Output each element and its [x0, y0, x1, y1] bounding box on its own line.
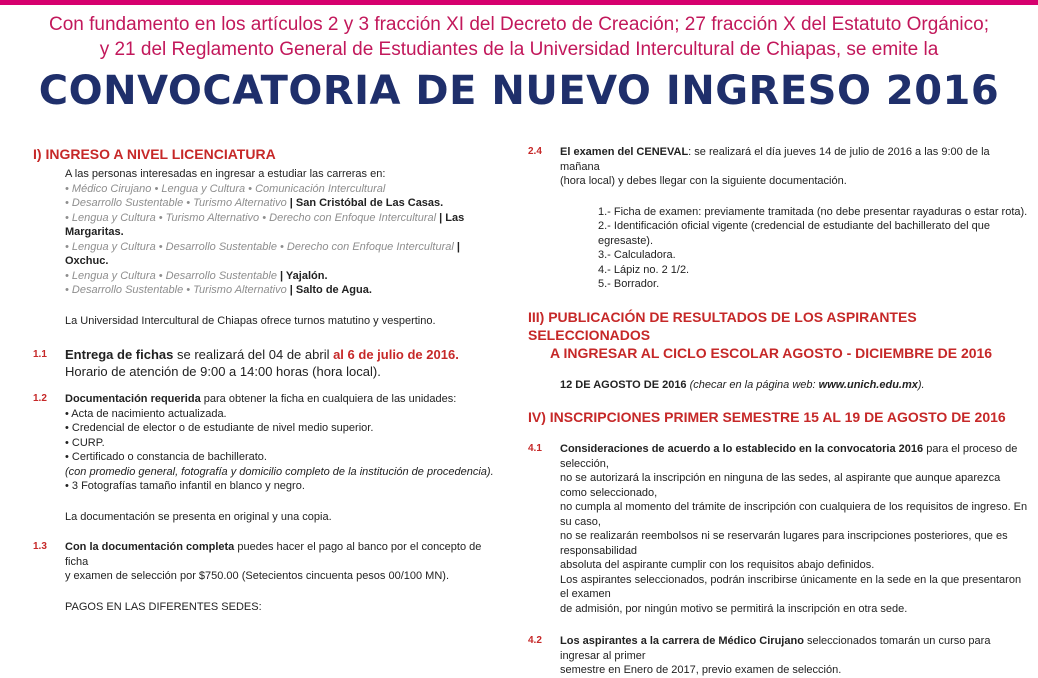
doc-item: • Credencial de elector o de estudiante de nivel medio superior. [65, 422, 374, 434]
section-3-title: III) PUBLICACIÓN DE RESULTADOS DE LOS ASPIRANTES SELECCIONADOS A INGRESAR AL CICLO ESCOLAR AGOSTO - DICIEMBRE DE 2016 [528, 308, 993, 361]
careers-block [33, 167, 503, 328]
doc-original-note: La documentación se presenta en original y una copia. [65, 510, 332, 523]
section-4-title: IV) INSCRIPCIONES PRIMER SEMESTRE 15 AL 19 DE AGOSTO DE 2016 [528, 409, 1006, 425]
top-accent-bar [0, 0, 1038, 5]
doc-item: • 3 Fotografías tamaño infantil en blanco y negro. [65, 480, 305, 492]
list-item: 2.- Identificación oficial vigente (credencial de estudiante del bachillerato del que egresaste). [598, 220, 990, 247]
list-item: 5.- Borrador. [598, 278, 660, 290]
doc-item: • Acta de nacimiento actualizada. [65, 407, 227, 420]
item-1-2: 1.2 Documentación requerida para obtener la ficha en cualquiera de las unidades: • Acta de nacimiento actualizada. • Credencial de elector o de estudiante de nivel medio superior. • CURP. • Certificado o constancia de bachillerato. (con promedio general, fotografía y domicilio completo de la institución de procedencia). • 3 Fotografías tamaño infantil en blanco y negro. La documentación se presenta en original y una copia. [33, 392, 503, 524]
item-number: 2.4 [528, 146, 542, 157]
item-number: 1.2 [33, 393, 47, 404]
legal-foundation-intro [0, 12, 1038, 62]
item-2-4: 2.4 El examen del CENEVAL: se realizará el día jueves 14 de julio de 2016 a las 9:00 de la mañana (hora local) y debes llegar con la siguiente documentación. 1.- Ficha de examen: previamente tramitada (no debe presentar rayaduras o estar rota). 2.- Identificación oficial vigente (credencial de estudiante del bachillerato del que egresaste). 3.- Calculadora. 4.- Lápiz no. 2 1/2. 5.- Borrador. [528, 146, 1028, 290]
results-date: 12 DE AGOSTO DE 2016 (checar en la página web: www.unich.edu.mx). [560, 378, 925, 391]
careers-list [65, 182, 503, 298]
list-item: 3.- Calculadora. [598, 249, 676, 261]
item-4-1: 4.1 Consideraciones de acuerdo a lo establecido en la convocatoria 2016 para el proceso de selección, no se autorizará la inscripción en ninguna de las sedes, al aspirante que aunque aparezca como seleccionado, no cumpla al momento del trámite de inscripción con cualquiera de los requisitos de ingreso. En su caso, no se realizarán reembolsos ni se reservarán lugares para inscripciones posteriores, que es responsabilidad absoluta del aspirante cumplir con los requisitos abajo definidos. Los aspirantes seleccionados, podrán inscribirse únicamente en la sede en la que presentaron el examen de admisión, por ningún motivo se permitirá la inscripción en otra sede. [528, 443, 1028, 615]
careers-intro: A las personas interesadas en ingresar a estudiar las carreras en: [65, 168, 386, 180]
doc-item: • CURP. [65, 436, 105, 449]
list-item: 1.- Ficha de examen: previamente tramitada (no debe presentar rayaduras o estar rota). [598, 205, 1028, 218]
turnos-text: La Universidad Intercultural de Chiapas ofrece turnos matutino y vespertino. [65, 314, 436, 327]
intro-line-1: Con fundamento en los artículos 2 y 3 fracción XI del Decreto de Creación; 27 fracción X del Estatuto Orgánico; [49, 14, 989, 35]
intro-line-2: y 21 del Reglamento General de Estudiantes de la Universidad Intercultural de Chiapas, se emite la [99, 39, 939, 60]
left-column [33, 145, 503, 614]
section-1-title: I) INGRESO A NIVEL LICENCIATURA [33, 146, 276, 162]
career-line: • Desarrollo Sustentable • Turismo Alternativo | San Cristóbal de Las Casas. [65, 197, 444, 209]
item-number: 1.1 [33, 349, 47, 360]
career-line: • Lengua y Cultura • Desarrollo Sustentable • Derecho con Enfoque Intercultural | Oxchuc. [65, 240, 460, 267]
website-link[interactable]: www.unich.edu.mx [818, 378, 918, 391]
right-column [528, 145, 1028, 678]
doc-item: • Certificado o constancia de bachillerato. [65, 451, 267, 463]
item-4-2: 4.2 Los aspirantes a la carrera de Médico Cirujano seleccionados tomarán un curso para ingresar al primer semestre en Enero de 2017, previo examen de selección. [528, 635, 991, 676]
item-number: 4.2 [528, 635, 542, 646]
item-number: 4.1 [528, 443, 542, 454]
pagos-heading: PAGOS EN LAS DIFERENTES SEDES: [65, 600, 262, 613]
doc-note: (con promedio general, fotografía y domicilio completo de la institución de procedencia). [65, 465, 494, 478]
item-1-3: 1.3 Con la documentación completa puedes hacer el pago al banco por el concepto de ficha y examen de selección por $750.00 (Setecientos cincuenta pesos 00/100 MN). [33, 541, 482, 582]
page-title: CONVOCATORIA DE NUEVO INGRESO 2016 [38, 68, 1000, 114]
item-1-1: 1.1 Entrega de fichas se realizará del 04 de abril al 6 de julio de 2016. Horario de atención de 9:00 a 14:00 horas (hora local). [33, 347, 459, 379]
career-line: • Lengua y Cultura • Turismo Alternativo • Derecho con Enfoque Intercultural | Las Margaritas. [65, 211, 465, 238]
list-item: 4.- Lápiz no. 2 1/2. [598, 263, 690, 276]
item-number: 1.3 [33, 541, 47, 552]
career-line: • Lengua y Cultura • Desarrollo Sustentable | Yajalón. [65, 269, 328, 282]
career-line: • Médico Cirujano • Lengua y Cultura • Comunicación Intercultural [65, 182, 386, 195]
career-line: • Desarrollo Sustentable • Turismo Alternativo | Salto de Agua. [65, 284, 372, 296]
exam-requirements-list [560, 205, 1028, 292]
